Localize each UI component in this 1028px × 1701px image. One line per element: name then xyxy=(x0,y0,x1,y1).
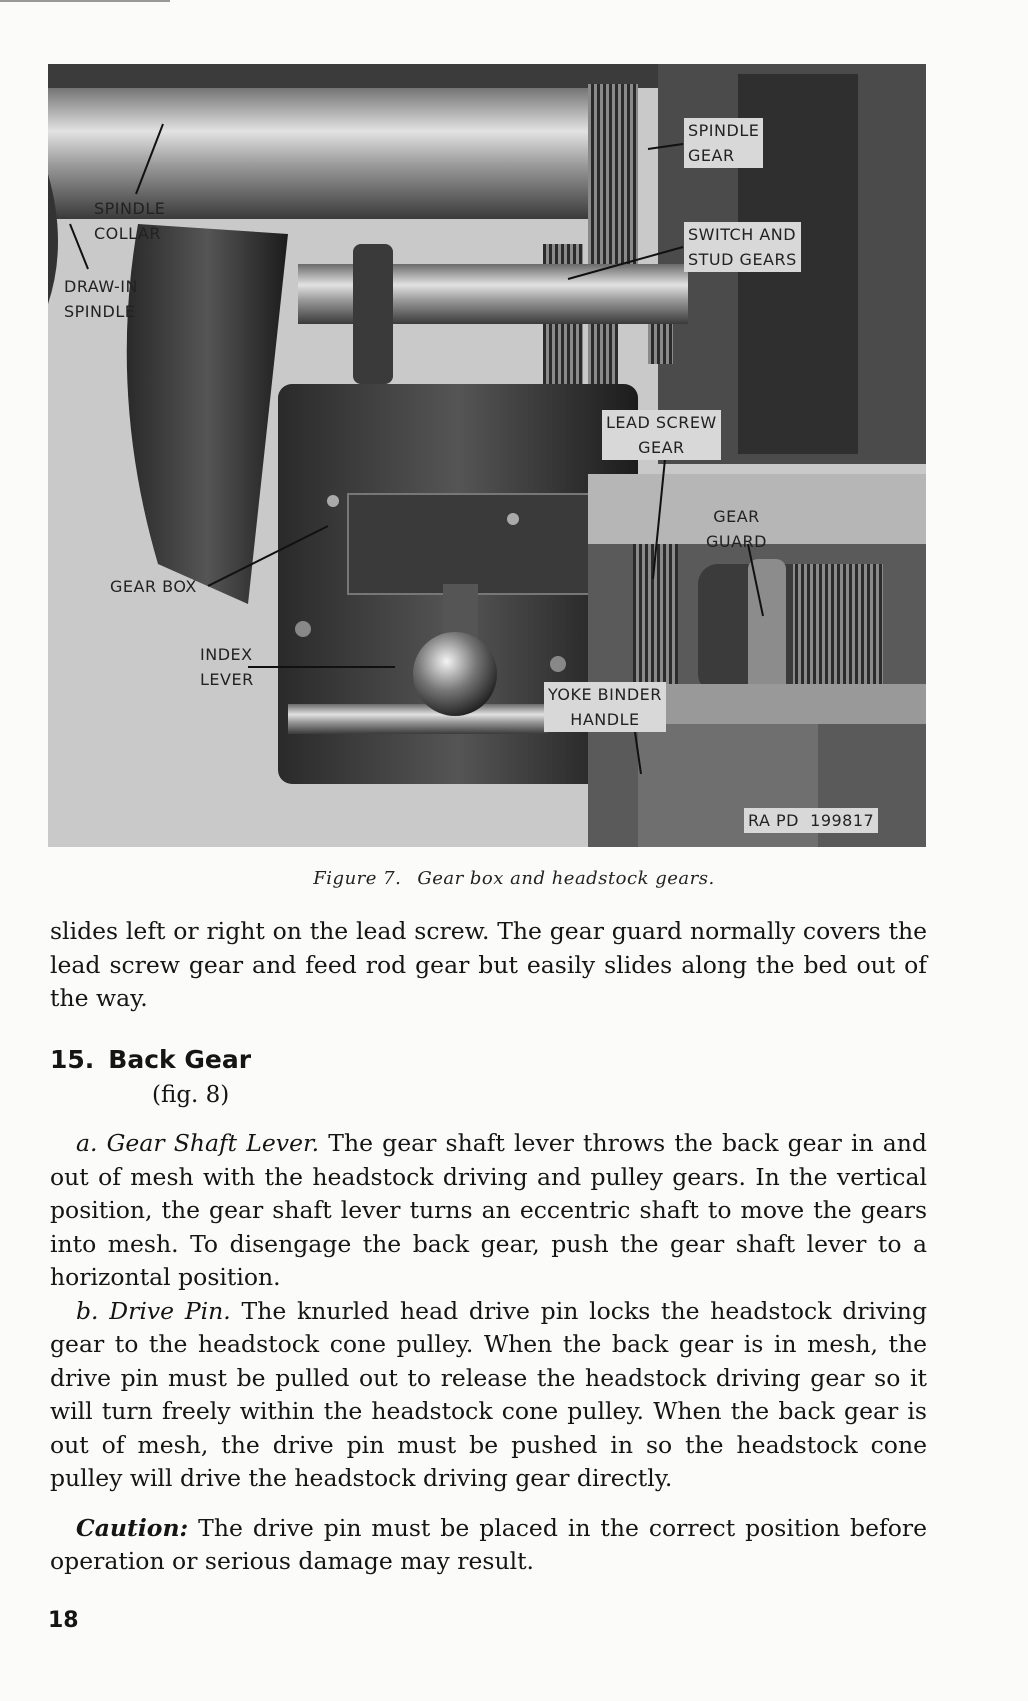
continuation-paragraph xyxy=(50,915,927,1016)
figure-caption xyxy=(0,868,1028,889)
label-lead-screw-gear: LEAD SCREW GEAR xyxy=(602,410,721,460)
figure-caption-title: Gear box and headstock gears. xyxy=(417,868,715,889)
paragraph-b-label: b. Drive Pin. xyxy=(76,1296,231,1325)
section-title: Back Gear xyxy=(108,1045,252,1074)
caution-paragraph xyxy=(50,1512,927,1579)
paragraph-b-text: The knurled head drive pin locks the headstock driving gear to the headstock cone pulley. When the back gear is in mesh, the drive pin must be pulled out to release the headstock driving gear so it will turn freely within the headstock cone pulley. When the back gear is out of mesh, the drive pin must be pushed in so the headstock cone pulley will drive the headstock driving gear directly. xyxy=(50,1296,927,1492)
label-gear-guard: GEAR GUARD xyxy=(706,507,767,551)
figure-caption-number: Figure 7. xyxy=(313,868,402,889)
label-gear-box: GEAR BOX xyxy=(110,577,197,596)
continuation-text: slides left or right on the lead screw. The gear guard normally covers the lead screw gear and feed rod gear but easily slides along the bed out of the way. xyxy=(50,917,927,1012)
label-index-lever: INDEX LEVER xyxy=(200,645,254,689)
label-spindle-collar: SPINDLE COLLAR xyxy=(94,199,166,243)
paragraph-a xyxy=(50,1127,927,1295)
section-number: 15. xyxy=(50,1045,95,1074)
caution-label: Caution: xyxy=(76,1513,189,1542)
page-number: 18 xyxy=(48,1608,79,1633)
paragraph-a-label: a. Gear Shaft Lever. xyxy=(76,1129,320,1157)
label-draw-in-spindle: DRAW-IN SPINDLE xyxy=(64,277,138,321)
label-yoke-binder-handle: YOKE BINDER HANDLE xyxy=(544,682,666,732)
index-lever-knob xyxy=(413,632,497,716)
caution-text: The drive pin must be placed in the correct position before operation or serious damage may result. xyxy=(50,1513,927,1575)
top-rule xyxy=(0,0,170,2)
spindle-gear-shape xyxy=(588,84,638,264)
label-spindle-gear: SPINDLE GEAR xyxy=(684,118,763,168)
paragraph-a-text: The gear shaft lever throws the back gear in and out of mesh with the headstock driving and pulley gears. In the vertical position, the gear shaft lever turns an eccentric shaft to move the gears into mesh. To disengage the back gear, push the gear shaft lever to a horizontal position. xyxy=(50,1129,927,1291)
section-figure-reference: (fig. 8) xyxy=(152,1082,230,1108)
section-heading xyxy=(50,1045,265,1074)
label-ra-pd-number: RA PD 199817 xyxy=(744,808,878,833)
gear-box-photo xyxy=(48,64,926,847)
section-body xyxy=(50,1127,927,1579)
lathe-illustration xyxy=(48,64,926,847)
label-switch-and-stud-gears: SWITCH AND STUD GEARS xyxy=(684,222,801,272)
paragraph-b xyxy=(50,1295,927,1496)
